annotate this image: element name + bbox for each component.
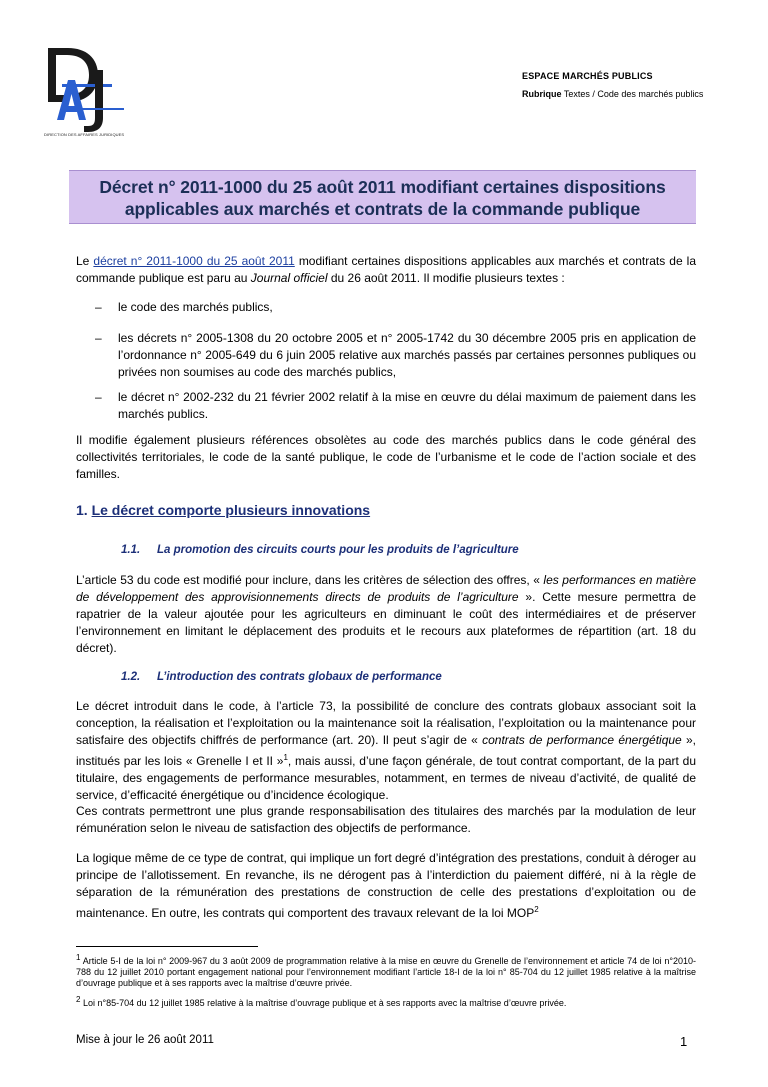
title-line-1: Décret n° 2011-1000 du 25 août 2011 modifiant certaines dispositions xyxy=(99,177,666,197)
footnote-number: 2 xyxy=(76,995,81,1004)
title-line-2: applicables aux marchés et contrats de la commande publique xyxy=(124,199,641,219)
footnote-text: Article 5-I de la loi n° 2009-967 du 3 août 2009 de programmation relative à la mise en œuvre du Grenelle de l’environnement et article 74 de loi n°2010-788 du 12 juillet 2010 portant engagement national pour l’environnement modifiant l’article 18-I de la loi n° 85-704 du 12 juillet 1985 relative à la maîtrise d’ouvrage publique et à ses rapports avec la maîtrise d’œuvre privée. xyxy=(76,956,696,988)
logo-caption: DIRECTION DES AFFAIRES JURIDIQUES xyxy=(44,132,125,137)
page-number: 1 xyxy=(680,1034,688,1049)
bullet-text: les décrets n° 2005-1308 du 20 octobre 2005 et n° 2005-1742 du 30 décembre 2005 pris en application de l’ordonnance n° 2005-649 du 6 juin 2005 relative aux marchés passés par certaines personnes publiques ou privées non soumises au code des marchés publics, xyxy=(118,331,696,379)
document-title-box xyxy=(69,170,696,224)
bullet-text: le décret n° 2002-232 du 21 février 2002 relatif à la mise en œuvre du délai maximum de paiement dans les marchés publics. xyxy=(118,390,696,421)
para-text: L’article 53 du code est modifié pour inclure, dans les critères de sélection des offres, « xyxy=(76,573,544,587)
bullet-text: le code des marchés publics, xyxy=(118,300,273,314)
list-item xyxy=(95,330,695,382)
subsection-heading xyxy=(121,671,681,687)
footnote-ref[interactable]: 2 xyxy=(534,905,539,914)
daj-logo xyxy=(40,40,135,140)
subsection-2-paragraph-2: Ces contrats permettront une plus grande responsabilisation des titulaires des marchés par la modulation de leur rémunération selon le niveau de satisfaction des objectifs de performance. xyxy=(76,804,696,835)
intro-text-mid: modifiant certaines dispositions applicables aux marchés et contrats de la commande publique est paru au xyxy=(76,254,696,285)
subsection-number: 1.2. xyxy=(121,671,141,683)
subsection-title: La promotion des circuits courts pour les produits de l’agriculture xyxy=(157,544,519,556)
document-title xyxy=(69,176,696,220)
subsection-number: 1.1. xyxy=(121,544,141,556)
section-number: 1. xyxy=(76,502,88,518)
intro-text-end: du 26 août 2011. Il modifie plusieurs textes : xyxy=(327,271,565,285)
intro-paragraph-2: Il modifie également plusieurs références obsolètes au code des marchés publics dans le code général des collectivités territoriales, le code de la santé publique, le code de l’urbanisme et le code de l’action sociale et des familles. xyxy=(76,433,696,481)
list-item xyxy=(95,389,695,424)
footnote-separator xyxy=(76,946,258,947)
decree-link[interactable]: décret n° 2011-1000 du 25 août 2011 xyxy=(93,254,295,268)
header-rubrique xyxy=(522,70,722,100)
footnote-1 xyxy=(76,952,696,989)
section-heading xyxy=(76,502,370,518)
subsection-2-paragraph-3 xyxy=(76,850,696,922)
bullet-dash: – xyxy=(95,300,102,314)
rubrique-value: Textes / Code des marchés publics xyxy=(563,89,704,99)
para-text: , mais aussi, d’une façon générale, de tout contrat comportant, de la part du titulaire, des engagements de performance mesurables, notamment, en termes de niveau d’activité, de qualité de service, d’efficacité énergétique ou d’incidence écologique. xyxy=(76,754,696,802)
subsection-title: L’introduction des contrats globaux de performance xyxy=(157,671,442,683)
list-item xyxy=(95,299,695,317)
para-text: », institués par les lois « Grenelle I et II » xyxy=(76,733,696,768)
footer-date: Mise à jour le 26 août 2011 xyxy=(76,1034,214,1046)
espace-label: ESPACE MARCHÉS PUBLICS xyxy=(522,71,653,81)
subsection-2-paragraph-1 xyxy=(76,698,696,804)
section-title: Le décret comporte plusieurs innovations xyxy=(91,502,371,518)
intro-text-start: Le xyxy=(76,254,94,268)
bullet-dash: – xyxy=(95,390,102,404)
footnote-ref[interactable]: 1 xyxy=(283,753,288,762)
intro-paragraph xyxy=(76,253,696,287)
journal-officiel: Journal officiel xyxy=(250,271,328,285)
para-text: Le décret introduit dans le code, à l’article 73, la possibilité de conclure des contrats globaux associant soit la conception, la réalisation et l’exploitation ou la maintenance soit la réalisation, l’exploitation ou la maintenance pour satisfaire des objectifs chiffrés de performance (art. 20). Il peut s’agir de « xyxy=(76,699,696,747)
daj-logo-mark xyxy=(40,40,135,140)
bullet-dash: – xyxy=(95,331,102,345)
rubrique-label: Rubrique xyxy=(522,89,562,99)
para-text: La logique même de ce type de contrat, qui implique un fort degré d’intégration des prestations, conduit à déroger au principe de l’allotissement. En revanche, ils ne dérogent pas à l’interdiction du paiement différé, ni à la règle de séparation de la rémunération des prestations de construction de celle des prestations d’exploitation ou de maintenance. En outre, les contrats qui comportent des travaux relevant de la loi MOP xyxy=(76,851,696,920)
rubrique-line xyxy=(522,88,722,100)
footnote-2 xyxy=(76,994,696,1009)
para-text: ». Cette mesure permettra de rapatrier de la valeur ajoutée pour les agriculteurs en diminuant le coût des intermédiaires et de préserver l’environnement en limitant le déplacement des produits et le recours aux plateformes de répartition (art. 18 du décret). xyxy=(76,590,696,655)
subsection-1-paragraph xyxy=(76,572,696,657)
footnote-text: Loi n°85-704 du 12 juillet 1985 relative à la maîtrise d’ouvrage publique et à ses rapports avec la maîtrise d’œuvre privée. xyxy=(82,998,567,1008)
para-italic: contrats de performance énergétique xyxy=(482,733,682,747)
footnote-number: 1 xyxy=(76,953,81,962)
para-italic: les performances en matière de développement des approvisionnements directs de produits de l’agriculture xyxy=(76,573,696,604)
subsection-heading xyxy=(121,544,681,560)
